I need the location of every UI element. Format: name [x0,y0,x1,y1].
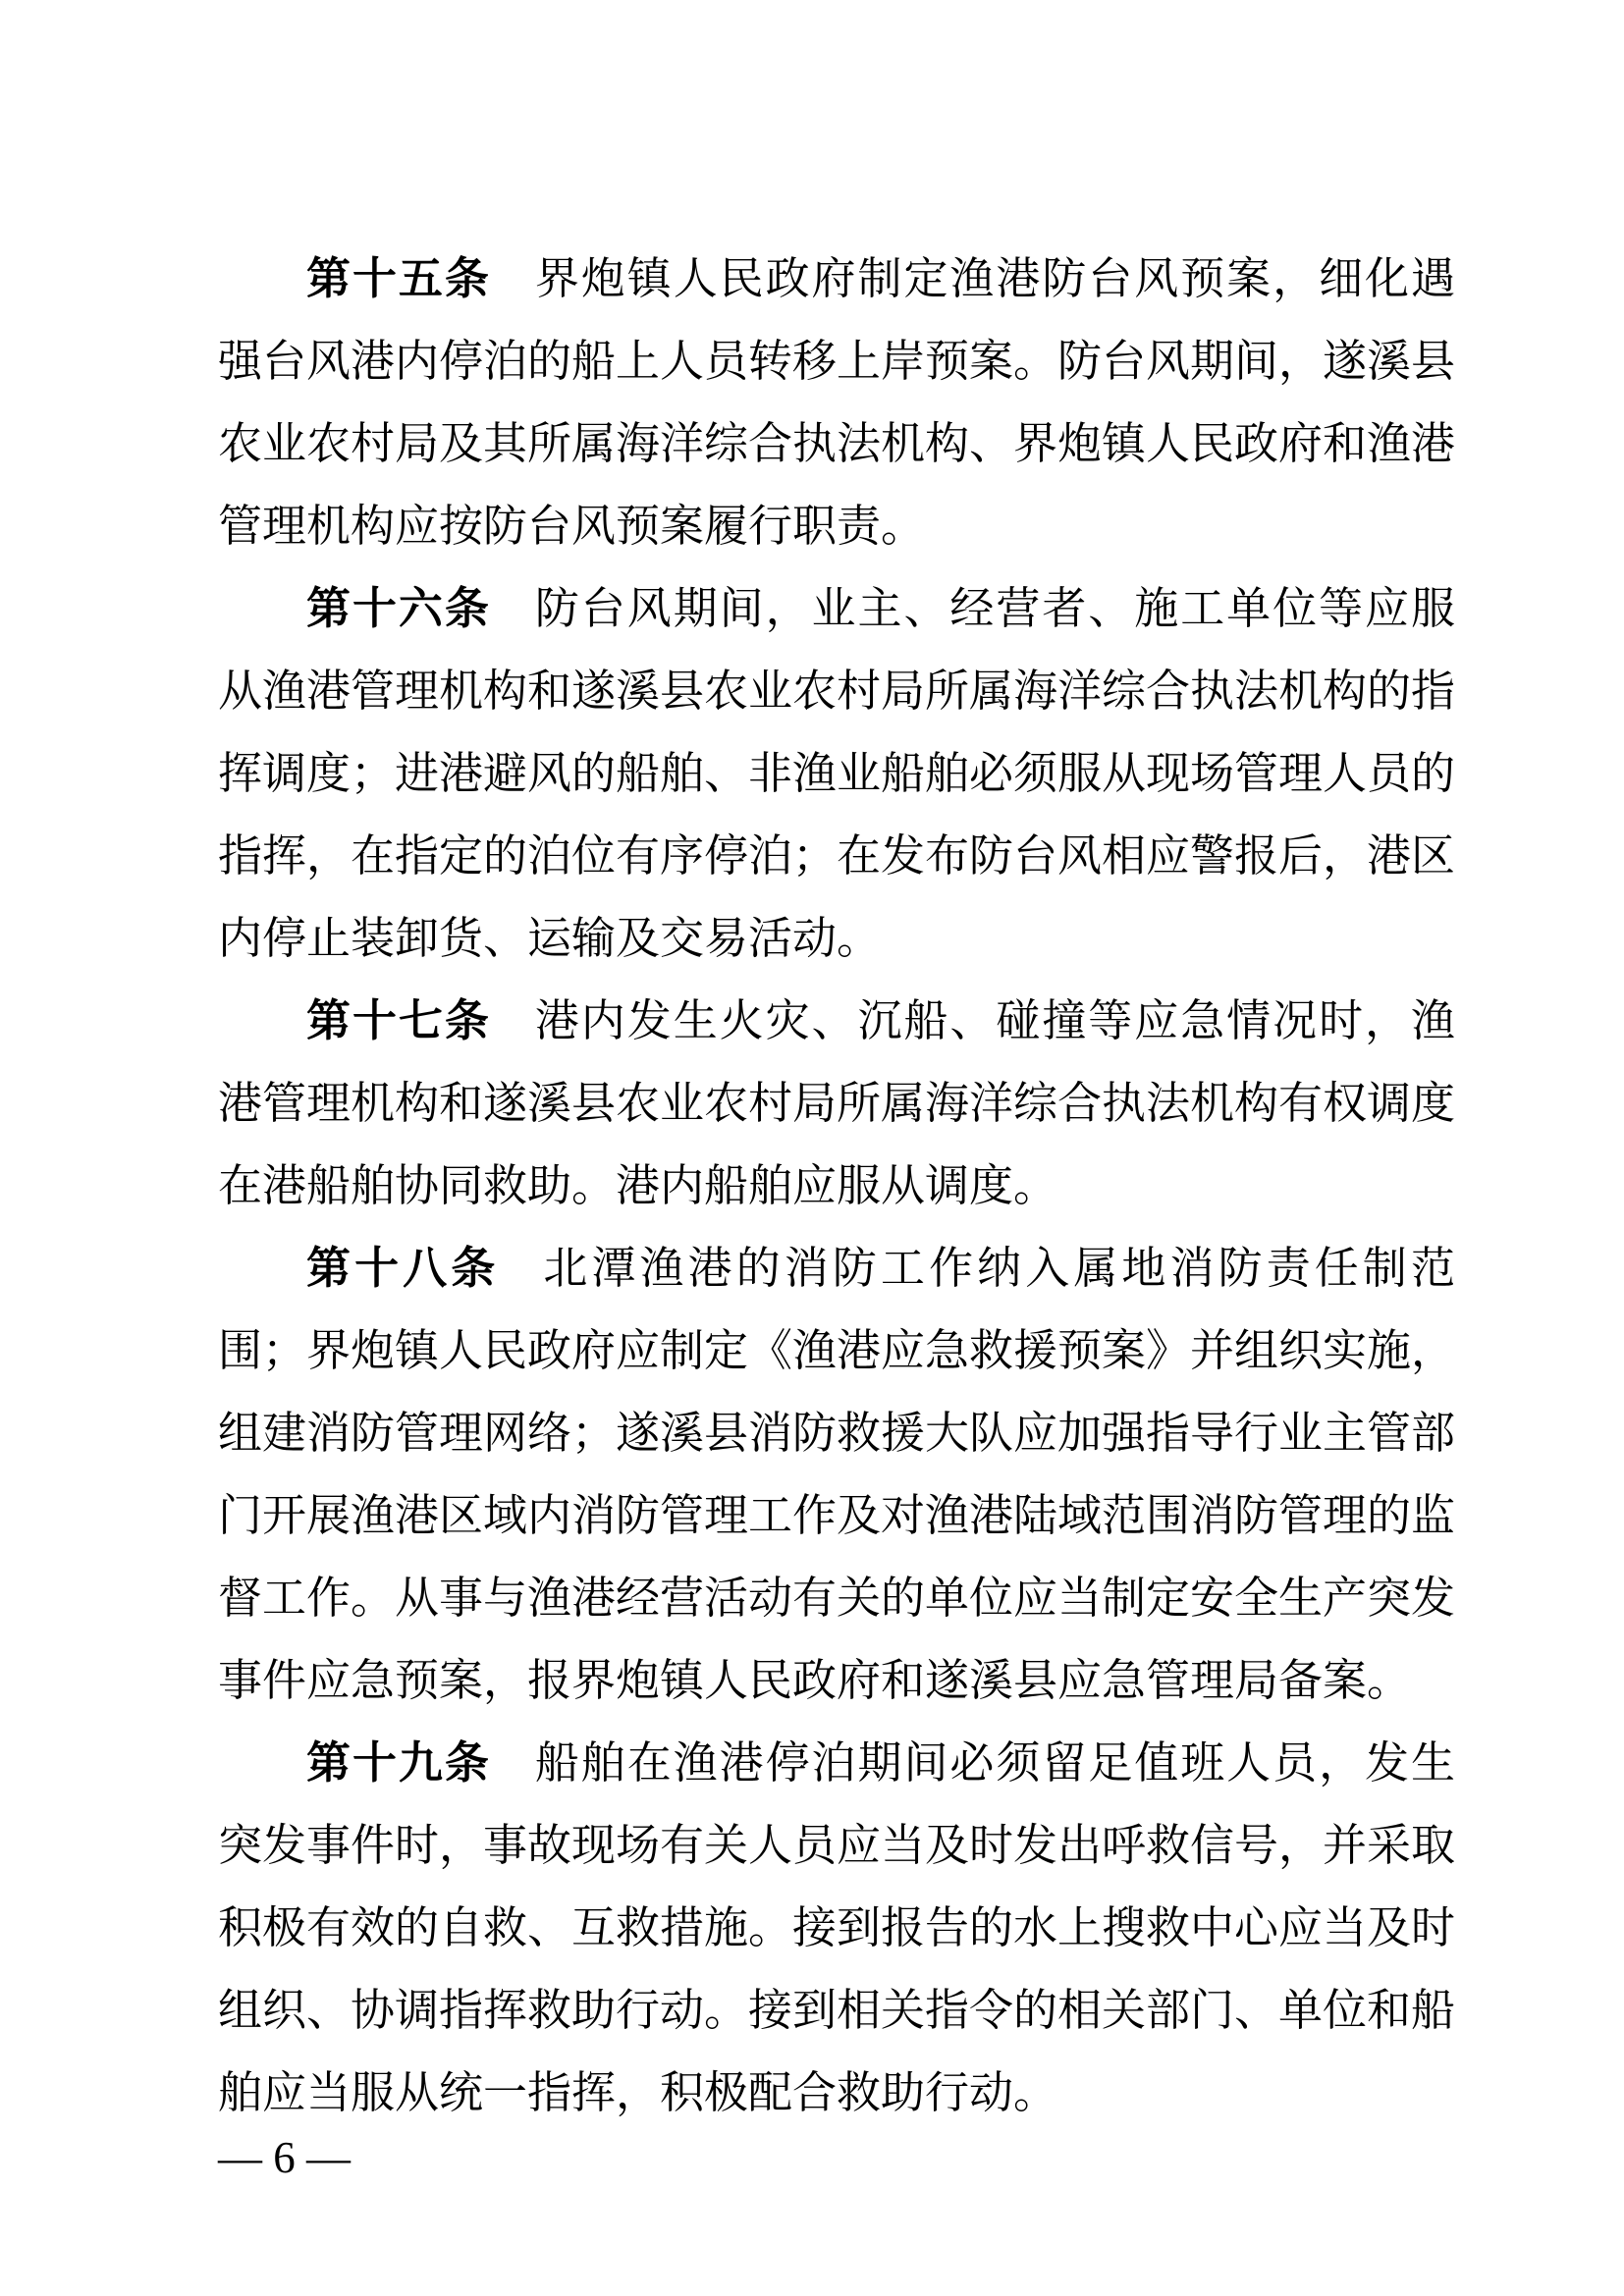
article-15 [218,238,1455,567]
article-18 [218,1227,1455,1722]
article-16-text: 防台风期间，业主、经营者、施工单位等应服从渔港管理机构和遂溪县农业农村局所属海洋综合执法机构的指挥调度；进港避风的船舶、非渔业船舶必须服从现场管理人员的指挥，在指定的泊位有序停泊；在发布防台风相应警报后，港区内停止装卸货、运输及交易活动。 [218,584,1456,963]
article-15-number: 第十五条 [306,253,491,303]
document-body [218,238,1455,2134]
article-16 [218,567,1455,980]
article-15-text: 界炮镇人民政府制定渔港防台风预案，细化遇强台风港内停泊的船上人员转移上岸预案。防台风期间，遂溪县农业农村局及其所属海洋综合执法机构、界炮镇人民政府和渔港管理机构应按防台风预案履行职责。 [218,254,1456,551]
article-18-number: 第十八条 [306,1243,500,1293]
article-19-number: 第十九条 [306,1737,491,1788]
article-19 [218,1722,1455,2134]
page-number-footer: — 6 — [218,2133,351,2182]
article-17 [218,980,1455,1227]
article-17-text: 港内发生火灾、沉船、碰撞等应急情况时，渔港管理机构和遂溪县农业农村局所属海洋综合执法机构有权调度在港船舶协同救助。港内船舶应服从调度。 [218,996,1456,1210]
article-17-number: 第十七条 [306,995,491,1045]
article-18-text: 北潭渔港的消防工作纳入属地消防责任制范围；界炮镇人民政府应制定《渔港应急救援预案》并组织实施，组建消防管理网络；遂溪县消防救援大队应加强指导行业主管部门开展渔港区域内消防管理工作及对渔港陆域范围消防管理的监督工作。从事与渔港经营活动有关的单位应当制定安全生产突发事件应急预案，报界炮镇人民政府和遂溪县应急管理局备案。 [218,1244,1456,1705]
article-19-text: 船舶在渔港停泊期间必须留足值班人员，发生突发事件时，事故现场有关人员应当及时发出呼救信号，并采取积极有效的自救、互救措施。接到报告的水上搜救中心应当及时组织、协调指挥救助行动。接到相关指令的相关部门、单位和船舶应当服从统一指挥，积极配合救助行动。 [218,1738,1456,2117]
article-16-number: 第十六条 [306,583,491,633]
